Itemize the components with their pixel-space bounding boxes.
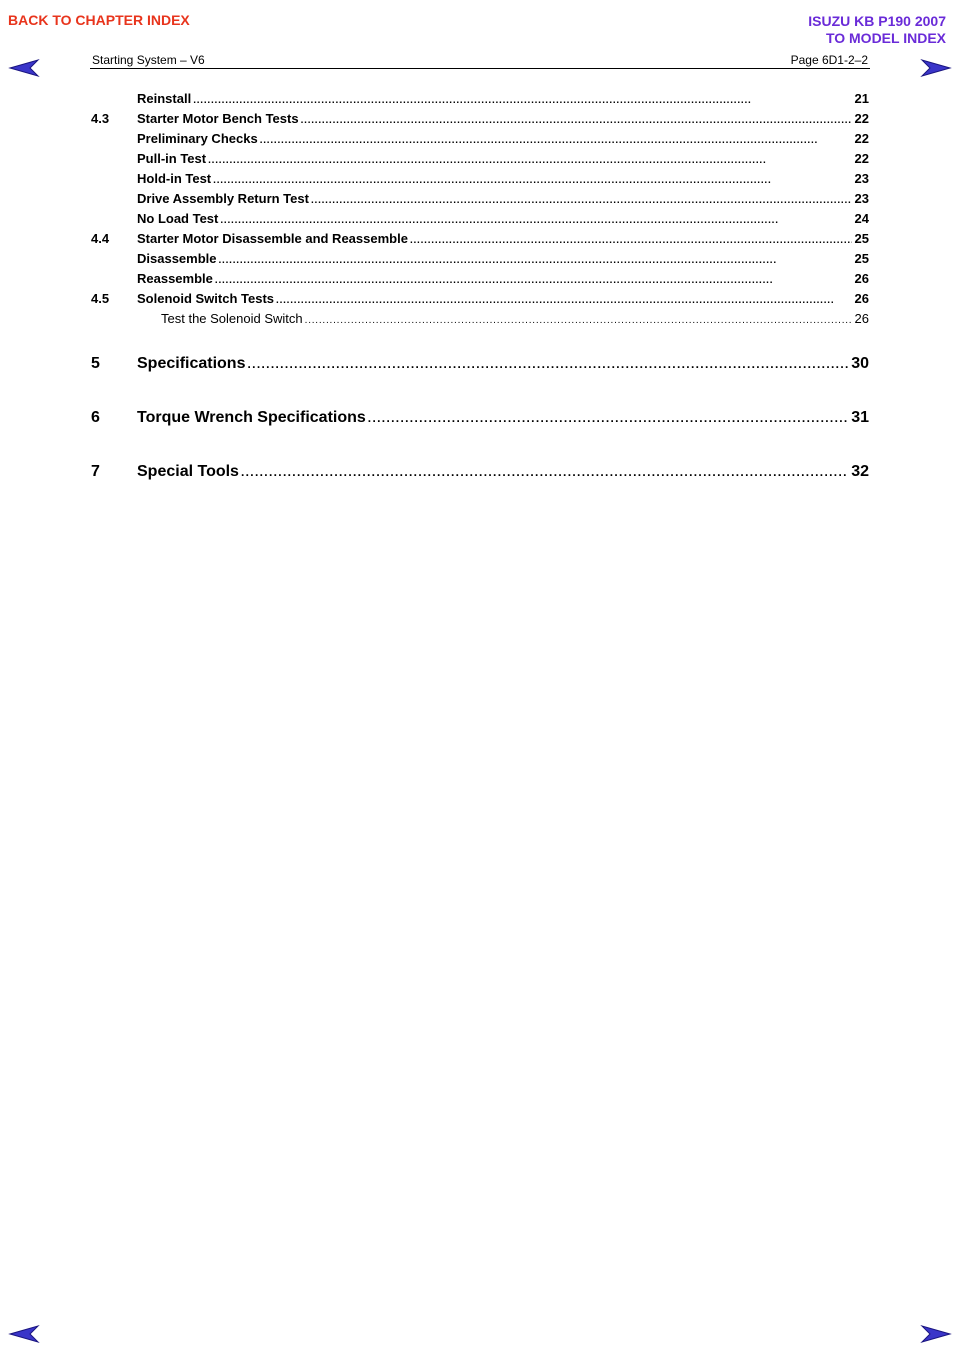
toc-row-title: Solenoid Switch Tests xyxy=(137,291,275,306)
toc-leader-dots xyxy=(219,251,852,271)
toc-section-row[interactable] xyxy=(91,339,869,389)
toc-row-page: 24 xyxy=(854,211,869,226)
toc-row-title: Hold-in Test xyxy=(137,171,212,186)
previous-page-arrow-icon[interactable] xyxy=(8,1324,40,1344)
toc-row-title: Test the Solenoid Switch xyxy=(161,311,303,326)
toc-row-title: Disassemble xyxy=(137,251,217,266)
previous-page-arrow-icon[interactable] xyxy=(8,58,40,78)
header-section-title: Starting System – V6 xyxy=(92,53,205,67)
toc-section-page: 32 xyxy=(851,463,869,480)
toc-row[interactable] xyxy=(91,169,869,189)
toc-row-page: 21 xyxy=(854,91,869,106)
toc-row-title: Reinstall xyxy=(137,91,192,106)
toc-section-page: 31 xyxy=(851,409,869,426)
to-model-index-link[interactable]: TO MODEL INDEX xyxy=(825,30,946,46)
toc-leader-dots xyxy=(220,211,851,231)
toc-row[interactable] xyxy=(91,109,869,129)
toc-leader-dots xyxy=(260,131,852,151)
toc-row[interactable] xyxy=(91,149,869,169)
toc-row-page: 22 xyxy=(854,111,869,126)
toc-section-page: 30 xyxy=(851,355,869,372)
toc-row[interactable] xyxy=(91,309,869,329)
toc-section-number: 7 xyxy=(91,463,100,480)
toc-row[interactable] xyxy=(91,189,869,209)
toc-row-number: 4.3 xyxy=(91,111,110,126)
toc-leader-dots xyxy=(213,171,851,191)
toc-leader-dots xyxy=(276,291,852,311)
toc-row-title: No Load Test xyxy=(137,211,219,226)
toc-row-title: Drive Assembly Return Test xyxy=(137,191,309,206)
table-of-contents xyxy=(91,89,869,497)
next-page-arrow-icon[interactable] xyxy=(920,1324,952,1344)
toc-row-title: Pull-in Test xyxy=(137,151,207,166)
toc-row[interactable] xyxy=(91,249,869,269)
toc-leader-dots xyxy=(215,271,852,291)
toc-row[interactable] xyxy=(91,229,869,249)
toc-leader-dots xyxy=(410,231,852,251)
toc-section-title: Specifications xyxy=(137,355,246,372)
toc-row-page: 26 xyxy=(854,311,869,326)
toc-row-page: 26 xyxy=(854,291,869,306)
header-page-number: Page 6D1-2–2 xyxy=(790,53,868,67)
toc-row-title: Reassemble xyxy=(137,271,213,286)
toc-row-title: Starter Motor Bench Tests xyxy=(137,111,299,126)
toc-row-title: Starter Motor Disassemble and Reassemble xyxy=(137,231,408,246)
toc-leader-dots xyxy=(301,111,852,131)
toc-row-page: 23 xyxy=(854,171,869,186)
toc-row[interactable] xyxy=(91,269,869,289)
toc-row-page: 25 xyxy=(854,231,869,246)
toc-section-number: 6 xyxy=(91,409,100,426)
back-to-chapter-index-link[interactable]: BACK TO CHAPTER INDEX xyxy=(8,12,190,28)
toc-row[interactable] xyxy=(91,89,869,109)
toc-section-number: 5 xyxy=(91,355,100,372)
toc-section-row[interactable] xyxy=(91,393,869,443)
toc-row[interactable] xyxy=(91,209,869,229)
toc-row-title: Preliminary Checks xyxy=(137,131,258,146)
toc-leader-dots xyxy=(311,191,852,211)
toc-row-page: 23 xyxy=(854,191,869,206)
toc-row-page: 22 xyxy=(854,131,869,146)
toc-leader-dots xyxy=(208,151,851,171)
next-page-arrow-icon[interactable] xyxy=(920,58,952,78)
toc-row-number: 4.4 xyxy=(91,231,110,246)
toc-leader-dots xyxy=(305,311,852,331)
model-title-link[interactable]: ISUZU KB P190 2007 xyxy=(808,13,946,29)
toc-row-number: 4.5 xyxy=(91,291,110,306)
toc-row[interactable] xyxy=(91,129,869,149)
toc-row[interactable] xyxy=(91,289,869,309)
header-divider xyxy=(90,68,870,69)
toc-leader-dots xyxy=(241,447,848,497)
toc-leader-dots xyxy=(247,339,848,389)
toc-leader-dots xyxy=(368,393,848,443)
toc-row-page: 25 xyxy=(854,251,869,266)
toc-row-page: 26 xyxy=(854,271,869,286)
toc-row-page: 22 xyxy=(854,151,869,166)
toc-section-row[interactable] xyxy=(91,447,869,497)
toc-section-title: Torque Wrench Specifications xyxy=(137,409,366,426)
toc-section-title: Special Tools xyxy=(137,463,239,480)
toc-leader-dots xyxy=(193,91,851,111)
